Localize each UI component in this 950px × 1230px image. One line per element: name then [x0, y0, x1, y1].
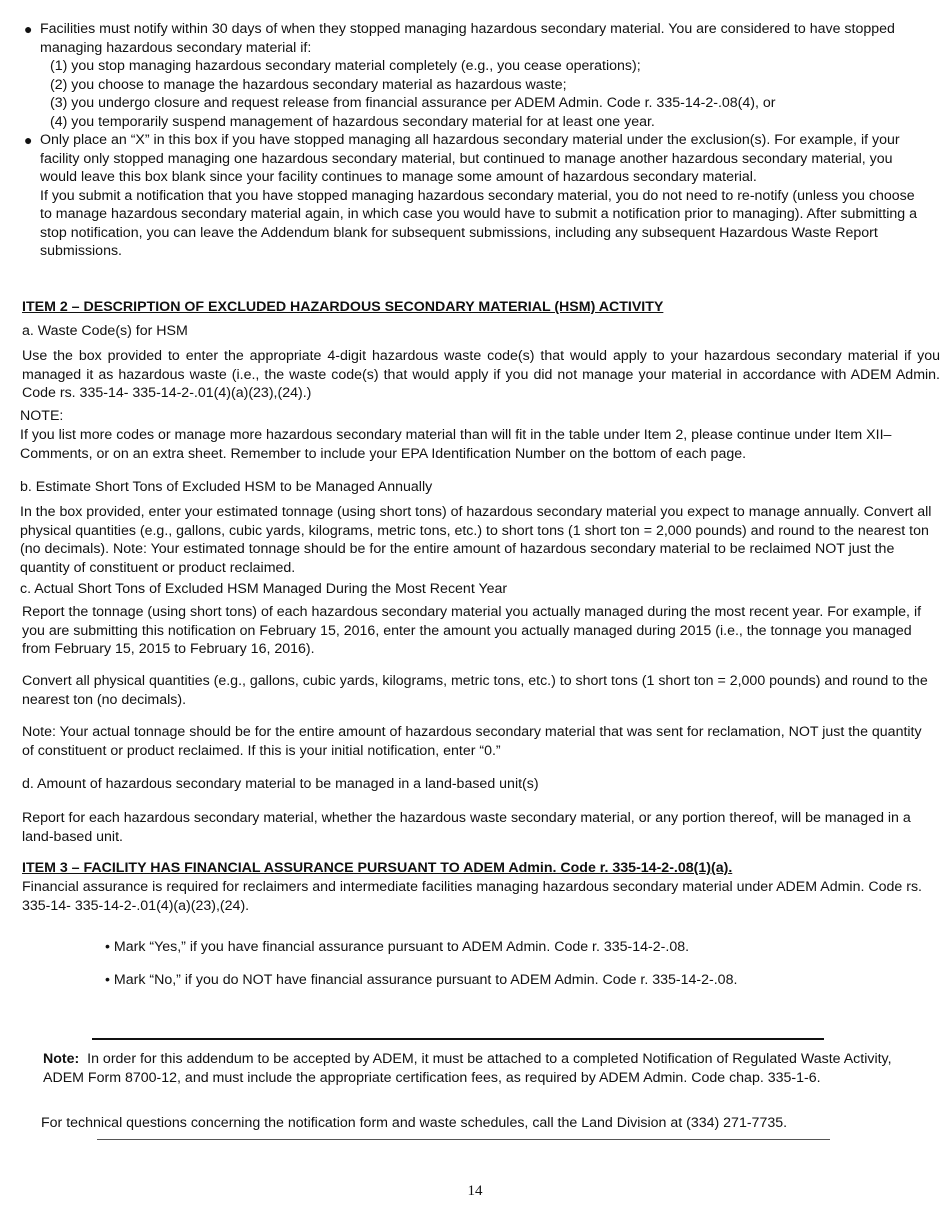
item2-heading: ITEM 2 – DESCRIPTION OF EXCLUDED HAZARDOUS SECONDARY MATERIAL (HSM) ACTIVITY	[22, 299, 664, 315]
footer-note-text: In order for this addendum to be accepted by ADEM, it must be attached to a completed Notification of Regulated Waste Activity, ADEM Form 8700-12, and must include the appropriate certification fees, as required by ADEM Admin. Code chap. 335-1-6.	[43, 1051, 892, 1086]
condition-list	[40, 57, 922, 131]
condition-item: (2) you choose to manage the hazardous secondary material as hazardous waste;	[50, 76, 567, 93]
footer-note-label: Note:	[43, 1051, 80, 1067]
item2-c-note: Note: Your actual tonnage should be for the entire amount of hazardous secondary material that was sent for reclamation, NOT just the quantity of constituent or product reclaimed. If this is your initial notification, enter “0.”	[22, 724, 922, 759]
item3-text: Financial assurance is required for reclaimers and intermediate facilities managing hazardous secondary material under ADEM Admin. Code rs. 335-14- 335-14-2-.01(4)(a)(23),(24).	[22, 879, 922, 914]
item2-c-text: Convert all physical quantities (e.g., gallons, cubic yards, kilograms, metric tons, etc.) to short tons (1 short ton = 2,000 pounds) and round to the nearest ton (no decimals).	[22, 673, 928, 708]
bullet-list	[22, 20, 922, 261]
mark-no-instruction: • Mark “No,” if you do NOT have financial assurance pursuant to ADEM Admin. Code r. 335-14-2-.08.	[105, 972, 738, 988]
item2-a-text: Use the box provided to enter the appropriate 4-digit hazardous waste code(s) that would apply to your hazardous secondary material if you managed it as hazardous waste (i.e., the waste code(s) that would apply if you did not manage your material in accordance with ADEM Admin. Code rs. 335-14- 335-14-2-.01(4)(a)(23),(24).)	[22, 348, 940, 401]
divider	[92, 1038, 824, 1040]
bullet-text: Facilities must notify within 30 days of when they stopped managing hazardous secondary material. You are considered to have stopped managing hazardous secondary material if:	[40, 21, 895, 56]
condition-item: (1) you stop managing hazardous secondary material completely (e.g., you cease operations);	[50, 58, 641, 74]
bullet-item	[22, 131, 922, 261]
note-label: NOTE:	[20, 408, 64, 424]
item2-c-text: Report the tonnage (using short tons) of each hazardous secondary material you actually managed during the most recent year. For example, if you are submitting this notification on February 15, 2016, enter the amount you actually managed during 2015 (i.e., the tonnage you managed from February 15, 2015 to February 16, 2016).	[22, 604, 922, 657]
page-number: 14	[467, 1183, 483, 1199]
bullet-icon: ●	[24, 132, 33, 148]
item2-a-title: a. Waste Code(s) for HSM	[22, 323, 188, 339]
note-text: If you list more codes or manage more hazardous secondary material than will fit in the table under Item 2, please continue under Item XII–Comments, or on an extra sheet. Remember to include your EPA Identification Number on the bottom of each page.	[20, 427, 892, 462]
item3-heading: ITEM 3 – FACILITY HAS FINANCIAL ASSURANCE PURSUANT TO ADEM Admin. Code r. 335-14-2-.08(1)(a).	[22, 860, 733, 876]
contact-text: For technical questions concerning the notification form and waste schedules, call the Land Division at (334) 271-7735.	[41, 1115, 788, 1131]
bullet-icon: ●	[24, 21, 33, 37]
bullet-extra-text: If you submit a notification that you have stopped managing hazardous secondary material, you do not need to re-notify (unless you choose to manage hazardous secondary material again, in which case you would have to submit a notification prior to managing). After submitting a stop notification, you can leave the Addendum blank for subsequent submissions, including any subsequent Hazardous Waste Report submissions.	[40, 187, 917, 259]
footer-note	[43, 1050, 913, 1087]
condition-item: (4) you temporarily suspend management of hazardous secondary material for at least one year.	[50, 113, 655, 130]
item2-b-title: b. Estimate Short Tons of Excluded HSM to be Managed Annually	[20, 479, 433, 495]
bullet-item	[22, 20, 922, 131]
mark-yes-instruction: • Mark “Yes,” if you have financial assurance pursuant to ADEM Admin. Code r. 335-14-2-.08.	[105, 939, 690, 955]
item2-c-title: c. Actual Short Tons of Excluded HSM Managed During the Most Recent Year	[20, 581, 508, 597]
item2-d-title: d. Amount of hazardous secondary material to be managed in a land-based unit(s)	[22, 776, 539, 792]
item2-d-text: Report for each hazardous secondary material, whether the hazardous waste secondary material, or any portion thereof, will be managed in a land-based unit.	[22, 810, 911, 845]
item2-b-text: In the box provided, enter your estimated tonnage (using short tons) of hazardous secondary material you expect to manage annually. Convert all physical quantities (e.g., gallons, cubic yards, kilograms, metric tons, etc.) to short tons (1 short ton = 2,000 pounds) and round to the nearest ton (no decimals). Note: Your estimated tonnage should be for the entire amount of hazardous secondary material to be reclaimed NOT just the quantity of constituent or product reclaimed.	[20, 504, 932, 576]
bullet-text: Only place an “X” in this box if you have stopped managing all hazardous secondary material under the exclusion(s). For example, if your facility only stopped managing one hazardous secondary material, but continued to manage another hazardous secondary material, you would leave this box blank since your facility continues to manage some amount of hazardous secondary material.	[40, 132, 900, 185]
condition-item: (3) you undergo closure and request release from financial assurance per ADEM Admin. Code r. 335-14-2-.08(4), or	[50, 95, 776, 111]
divider	[97, 1139, 830, 1140]
